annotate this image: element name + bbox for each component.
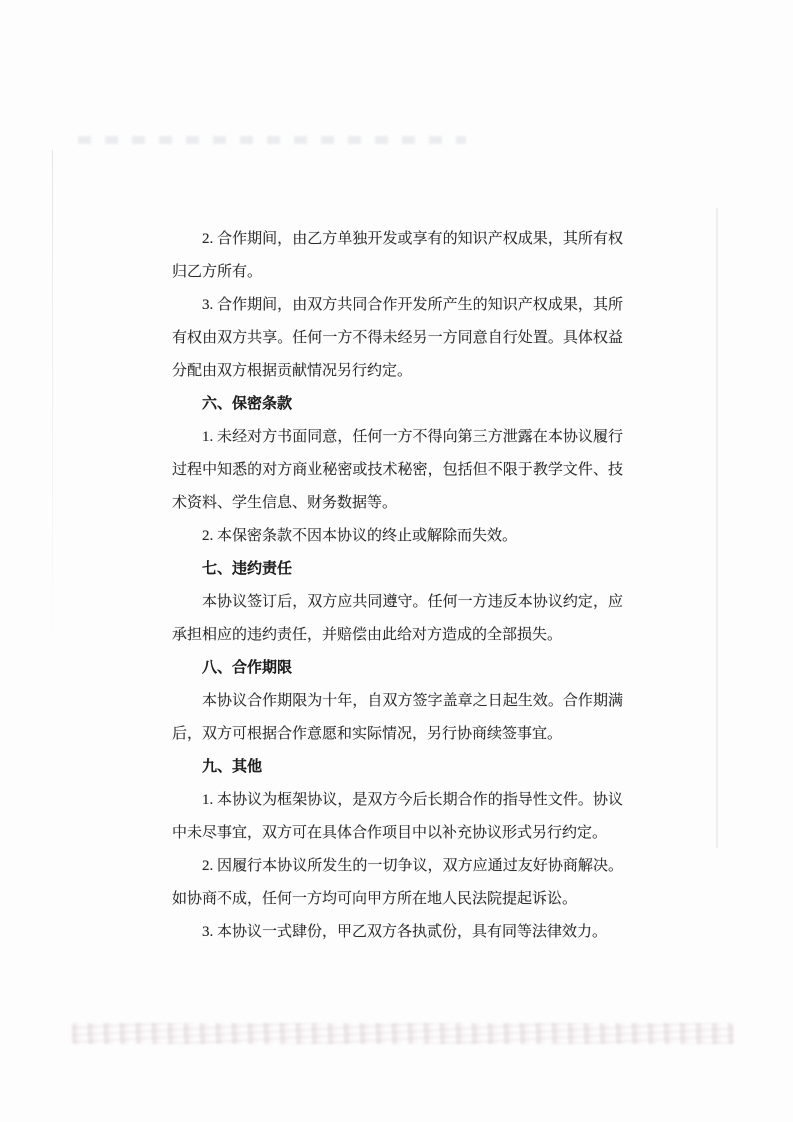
clause-cooperation-term: 本协议合作期限为十年，自双方签字盖章之日起生效。合作期满后，双方可根据合作意愿和实际情况，另行协商续签事宜。 bbox=[172, 693, 623, 742]
section-heading-breach-liability: 七、违约责任 bbox=[202, 561, 293, 577]
clause-confidentiality-scope: 1. 未经对方书面同意，任何一方不得向第三方泄露在本协议履行过程中知悉的对方商业秘密或技术秘密，包括但不限于教学文件、技术资料、学生信息、财务数据等。 bbox=[172, 429, 623, 511]
contract-body bbox=[172, 223, 623, 949]
clause-dispute-resolution: 2. 因履行本协议所发生的一切争议，双方应通过友好协商解决。如协商不成，任何一方均可向甲方所在地人民法院提起诉讼。 bbox=[172, 858, 623, 907]
scan-right-edge-artifact bbox=[716, 208, 718, 848]
clause-ip-party-b-ownership: 2. 合作期间，由乙方单独开发或享有的知识产权成果，其所有权归乙方所有。 bbox=[172, 231, 623, 280]
clause-framework-agreement: 1. 本协议为框架协议，是双方今后长期合作的指导性文件。协议中未尽事宜，双方可在具体合作项目中以补充协议形式另行约定。 bbox=[172, 792, 623, 841]
clause-counterparts: 3. 本协议一式肆份，甲乙双方各执贰份，具有同等法律效力。 bbox=[202, 924, 608, 940]
section-heading-cooperation-term: 八、合作期限 bbox=[202, 660, 293, 676]
clause-ip-joint-ownership: 3. 合作期间，由双方共同合作开发所产生的知识产权成果，其所有权由双方共享。任何一方不得未经另一方同意自行处置。具体权益分配由双方根据贡献情况另行约定。 bbox=[172, 297, 623, 379]
scan-bottom-noise-artifact bbox=[72, 1023, 734, 1044]
section-heading-confidentiality: 六、保密条款 bbox=[202, 396, 293, 412]
section-heading-miscellaneous: 九、其他 bbox=[202, 759, 263, 775]
clause-breach-liability: 本协议签订后，双方应共同遵守。任何一方违反本协议约定，应承担相应的违约责任，并赔偿由此给对方造成的全部损失。 bbox=[172, 594, 623, 643]
scan-smudge-artifact bbox=[78, 136, 466, 144]
clause-confidentiality-survival: 2. 本保密条款不因本协议的终止或解除而失效。 bbox=[202, 528, 518, 544]
scan-left-edge-artifact bbox=[52, 150, 53, 670]
